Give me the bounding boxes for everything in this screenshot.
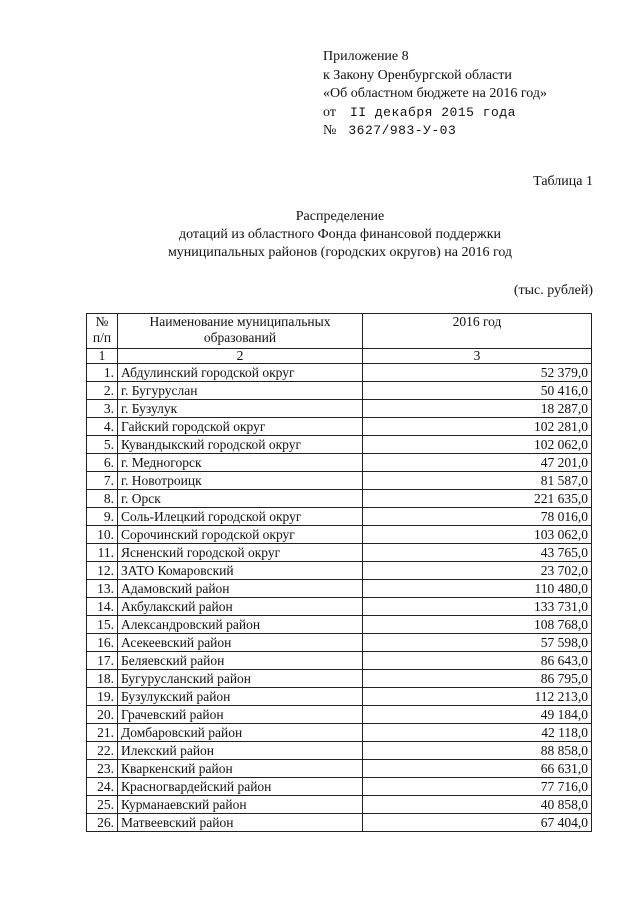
table-row xyxy=(87,634,592,652)
table-row xyxy=(87,616,592,634)
row-name: г. Бузулук xyxy=(118,400,363,418)
law-reference: к Закону Оренбургской области xyxy=(323,67,512,83)
date-value: II декабря 2015 года xyxy=(349,104,516,120)
row-value: 103 062,0 xyxy=(363,526,592,544)
row-number: 17. xyxy=(87,652,118,670)
row-value: 42 118,0 xyxy=(363,724,592,742)
row-number: 23. xyxy=(87,760,118,778)
table-row xyxy=(87,688,592,706)
table-row xyxy=(87,778,592,796)
row-number: 22. xyxy=(87,742,118,760)
law-number xyxy=(323,122,547,141)
row-name: Домбаровский район xyxy=(118,724,363,742)
table-row xyxy=(87,454,592,472)
row-value: 57 598,0 xyxy=(363,634,592,652)
row-number: 16. xyxy=(87,634,118,652)
row-name: Илекский район xyxy=(118,742,363,760)
row-number: 6. xyxy=(87,454,118,472)
row-value: 50 416,0 xyxy=(363,382,592,400)
number-prefix: № xyxy=(323,123,337,138)
table-body xyxy=(87,364,592,832)
table-row xyxy=(87,742,592,760)
appendix-block xyxy=(323,48,547,141)
table-row xyxy=(87,382,592,400)
table-row xyxy=(87,598,592,616)
table-row xyxy=(87,760,592,778)
row-name: Кувандыкский городской округ xyxy=(118,436,363,454)
table-row xyxy=(87,436,592,454)
row-number: 19. xyxy=(87,688,118,706)
row-name: Бугурусланский район xyxy=(118,670,363,688)
table-row xyxy=(87,652,592,670)
row-name: Сорочинский городской округ xyxy=(118,526,363,544)
row-value: 81 587,0 xyxy=(363,472,592,490)
title-line-2: дотаций из областного Фонда финансовой поддержки xyxy=(178,227,502,242)
table-row xyxy=(87,418,592,436)
table-row xyxy=(87,670,592,688)
row-value: 40 858,0 xyxy=(363,796,592,814)
table-row xyxy=(87,508,592,526)
row-value: 112 213,0 xyxy=(363,688,592,706)
row-value: 110 480,0 xyxy=(363,580,592,598)
date-prefix: от xyxy=(323,104,336,120)
table-row xyxy=(87,400,592,418)
row-value: 43 765,0 xyxy=(363,544,592,562)
row-name: Курманаевский район xyxy=(118,796,363,814)
row-name: Александровский район xyxy=(118,616,363,634)
row-number: 12. xyxy=(87,562,118,580)
table-row xyxy=(87,472,592,490)
table-row xyxy=(87,562,592,580)
header-num: № п/п xyxy=(87,314,118,349)
row-number: 9. xyxy=(87,508,118,526)
table-row xyxy=(87,580,592,598)
row-name: Абдулинский городской округ xyxy=(118,364,363,382)
col-number-2: 2 xyxy=(118,349,363,364)
row-number: 21. xyxy=(87,724,118,742)
row-name: г. Новотроицк xyxy=(118,472,363,490)
row-number: 2. xyxy=(87,382,118,400)
row-number: 26. xyxy=(87,814,118,832)
row-value: 221 635,0 xyxy=(363,490,592,508)
row-name: Ясненский городской округ xyxy=(118,544,363,562)
row-name: г. Бугуруслан xyxy=(118,382,363,400)
table-label: Таблица 1 xyxy=(533,174,593,189)
row-value: 23 702,0 xyxy=(363,562,592,580)
row-number: 1. xyxy=(87,364,118,382)
unit-label: (тыс. рублей) xyxy=(513,283,593,298)
title-line-1: Распределение xyxy=(295,209,385,224)
appendix-title: Приложение 8 xyxy=(323,49,409,64)
subsidies-table xyxy=(86,313,592,832)
row-name: Акбулакский район xyxy=(118,598,363,616)
row-number: 3. xyxy=(87,400,118,418)
col-number-3: 3 xyxy=(363,349,592,364)
row-number: 11. xyxy=(87,544,118,562)
row-name: Соль-Илецкий городской округ xyxy=(118,508,363,526)
row-name: Кваркенский район xyxy=(118,760,363,778)
row-number: 24. xyxy=(87,778,118,796)
row-value: 86 643,0 xyxy=(363,652,592,670)
row-name: Матвеевский район xyxy=(118,814,363,832)
title-line-3: муниципальных районов (городских округов) на 2016 год xyxy=(167,245,513,260)
row-value: 77 716,0 xyxy=(363,778,592,796)
row-number: 7. xyxy=(87,472,118,490)
row-value: 66 631,0 xyxy=(363,760,592,778)
table-row xyxy=(87,544,592,562)
row-name: Грачевский район xyxy=(118,706,363,724)
row-number: 5. xyxy=(87,436,118,454)
row-value: 78 016,0 xyxy=(363,508,592,526)
row-number: 14. xyxy=(87,598,118,616)
row-number: 13. xyxy=(87,580,118,598)
table-row xyxy=(87,706,592,724)
table-row xyxy=(87,796,592,814)
row-value: 49 184,0 xyxy=(363,706,592,724)
header-value: 2016 год xyxy=(363,314,592,349)
row-number: 18. xyxy=(87,670,118,688)
row-value: 67 404,0 xyxy=(363,814,592,832)
row-name: Асекеевский район xyxy=(118,634,363,652)
row-name: ЗАТО Комаровский xyxy=(118,562,363,580)
row-value: 52 379,0 xyxy=(363,364,592,382)
document-title xyxy=(0,208,640,262)
row-value: 108 768,0 xyxy=(363,616,592,634)
table-header-row xyxy=(87,314,592,349)
row-value: 18 287,0 xyxy=(363,400,592,418)
row-number: 4. xyxy=(87,418,118,436)
row-value: 102 062,0 xyxy=(363,436,592,454)
table-row xyxy=(87,526,592,544)
row-name: Бузулукский район xyxy=(118,688,363,706)
row-number: 8. xyxy=(87,490,118,508)
row-name: г. Медногорск xyxy=(118,454,363,472)
row-name: г. Орск xyxy=(118,490,363,508)
table-row xyxy=(87,364,592,382)
row-name: Гайский городской округ xyxy=(118,418,363,436)
row-value: 102 281,0 xyxy=(363,418,592,436)
row-name: Адамовский район xyxy=(118,580,363,598)
column-number-row xyxy=(87,349,592,364)
row-number: 10. xyxy=(87,526,118,544)
row-value: 88 858,0 xyxy=(363,742,592,760)
row-name: Беляевский район xyxy=(118,652,363,670)
row-value: 133 731,0 xyxy=(363,598,592,616)
row-number: 25. xyxy=(87,796,118,814)
table-row xyxy=(87,490,592,508)
row-number: 20. xyxy=(87,706,118,724)
law-title: «Об областном бюджете на 2016 год» xyxy=(323,86,547,101)
row-name: Красногвардейский район xyxy=(118,778,363,796)
header-name: Наименование муниципальных образований xyxy=(118,314,363,349)
row-value: 86 795,0 xyxy=(363,670,592,688)
law-date xyxy=(323,104,547,123)
table-row xyxy=(87,724,592,742)
col-number-1: 1 xyxy=(87,349,118,364)
row-number: 15. xyxy=(87,616,118,634)
number-value: 3627/983-У-03 xyxy=(348,123,457,138)
row-value: 47 201,0 xyxy=(363,454,592,472)
table-row xyxy=(87,814,592,832)
